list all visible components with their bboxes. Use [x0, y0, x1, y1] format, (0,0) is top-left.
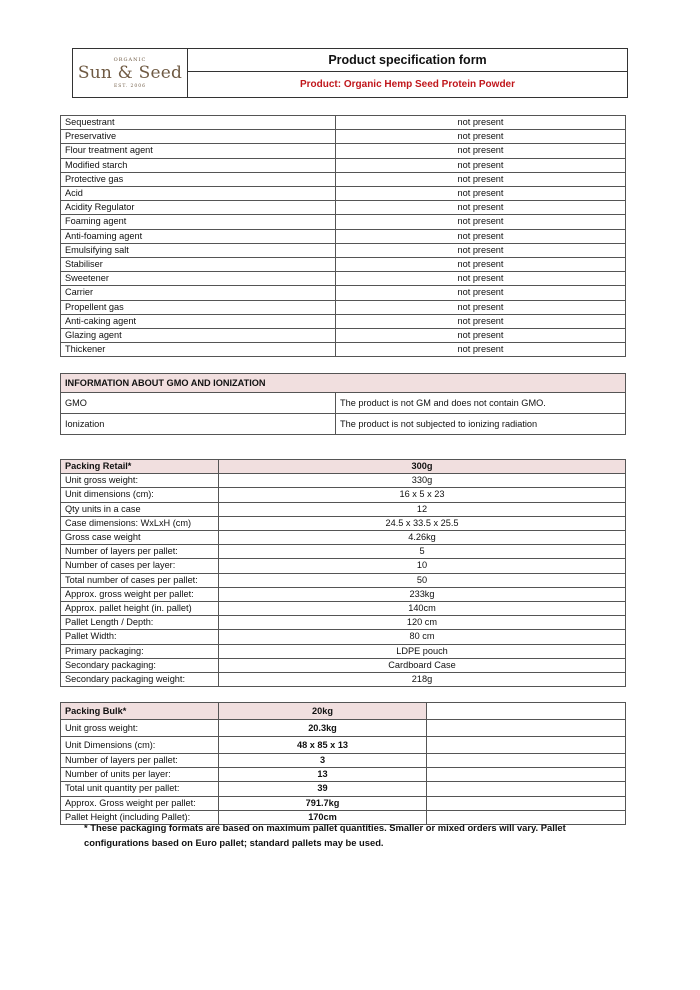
- additive-row-value: not present: [336, 201, 626, 215]
- additive-row-label: Anti-foaming agent: [61, 229, 336, 243]
- additive-row-value: not present: [336, 158, 626, 172]
- retail-row-label: Approx. gross weight per pallet:: [61, 587, 219, 601]
- retail-row-value: 233kg: [219, 587, 626, 601]
- retail-row-label: Pallet Width:: [61, 630, 219, 644]
- logo-wordmark: Sun & Seed: [77, 63, 183, 83]
- additive-row: [61, 187, 626, 201]
- additive-row-label: Preservative: [61, 130, 336, 144]
- retail-heading-row: [61, 460, 626, 474]
- bulk-row-value: 170cm: [219, 810, 427, 824]
- retail-row-value: 140cm: [219, 602, 626, 616]
- additive-row-value: not present: [336, 314, 626, 328]
- retail-row-value: 218g: [219, 673, 626, 687]
- retail-row-value: LDPE pouch: [219, 644, 626, 658]
- packaging-footnote: * These packaging formats are based on maximum pallet quantities. Smaller or mixed orders will vary. Pallet configurations based on Euro pallet; standard pallets may be used.: [84, 822, 566, 848]
- logo-top-text: ORGANIC: [113, 57, 147, 63]
- additive-row-value: not present: [336, 172, 626, 186]
- additive-row-label: Stabiliser: [61, 258, 336, 272]
- additive-row-label: Propellent gas: [61, 300, 336, 314]
- gmo-row-value: The product is not GM and does not contain GMO.: [336, 393, 626, 414]
- gmo-table-heading-row: [61, 374, 626, 393]
- additive-row-label: Sequestrant: [61, 116, 336, 130]
- additive-row-value: not present: [336, 187, 626, 201]
- additive-row: [61, 329, 626, 343]
- bulk-row-value: 48 x 85 x 13: [219, 737, 427, 754]
- additive-row: [61, 116, 626, 130]
- additive-row-label: Foaming agent: [61, 215, 336, 229]
- additive-row-label: Flour treatment agent: [61, 144, 336, 158]
- bulk-row: [61, 796, 626, 810]
- form-title: Product specification form: [188, 49, 627, 72]
- gmo-row-label: GMO: [61, 393, 336, 414]
- bulk-row-empty: [427, 720, 626, 737]
- retail-row: [61, 474, 626, 488]
- additive-row-label: Emulsifying salt: [61, 243, 336, 257]
- retail-row-value: Cardboard Case: [219, 658, 626, 672]
- retail-row: [61, 602, 626, 616]
- retail-row: [61, 531, 626, 545]
- retail-row-value: 10: [219, 559, 626, 573]
- bulk-row: [61, 782, 626, 796]
- additive-row-value: not present: [336, 343, 626, 357]
- additive-row-label: Glazing agent: [61, 329, 336, 343]
- retail-heading-value: 300g: [219, 460, 626, 474]
- document-header: [72, 48, 628, 98]
- retail-row: [61, 644, 626, 658]
- bulk-row-value: 791.7kg: [219, 796, 427, 810]
- bulk-row-label: Pallet Height (including Pallet):: [61, 810, 219, 824]
- additive-row: [61, 243, 626, 257]
- gmo-row: [61, 393, 626, 414]
- retail-row-label: Primary packaging:: [61, 644, 219, 658]
- bulk-row-empty: [427, 782, 626, 796]
- packing-bulk-table: [60, 702, 626, 825]
- additive-row-label: Carrier: [61, 286, 336, 300]
- bulk-row-value: 13: [219, 768, 427, 782]
- additive-row-value: not present: [336, 215, 626, 229]
- bulk-row-value: 3: [219, 754, 427, 768]
- bulk-row-label: Unit gross weight:: [61, 720, 219, 737]
- retail-row-label: Gross case weight: [61, 531, 219, 545]
- retail-heading-label: Packing Retail*: [61, 460, 219, 474]
- retail-row: [61, 502, 626, 516]
- additive-row-value: not present: [336, 329, 626, 343]
- retail-row-label: Pallet Length / Depth:: [61, 616, 219, 630]
- retail-row: [61, 545, 626, 559]
- retail-row: [61, 516, 626, 530]
- additive-row: [61, 215, 626, 229]
- title-block: [188, 49, 627, 97]
- bulk-row-empty: [427, 737, 626, 754]
- retail-row: [61, 587, 626, 601]
- bulk-row: [61, 768, 626, 782]
- additive-row: [61, 314, 626, 328]
- bulk-row-value: 39: [219, 782, 427, 796]
- retail-row-value: 120 cm: [219, 616, 626, 630]
- bulk-row-label: Total unit quantity per pallet:: [61, 782, 219, 796]
- retail-row: [61, 559, 626, 573]
- additive-row-value: not present: [336, 258, 626, 272]
- bulk-row-label: Unit Dimensions (cm):: [61, 737, 219, 754]
- retail-row-label: Case dimensions: WxLxH (cm): [61, 516, 219, 530]
- bulk-row-empty: [427, 796, 626, 810]
- additive-row: [61, 201, 626, 215]
- bulk-heading-label: Packing Bulk*: [61, 703, 219, 720]
- retail-row: [61, 658, 626, 672]
- logo-bottom-text: EST. 2006: [113, 84, 147, 89]
- additive-row-value: not present: [336, 116, 626, 130]
- retail-row: [61, 616, 626, 630]
- retail-row-value: 330g: [219, 474, 626, 488]
- retail-row-label: Unit dimensions (cm):: [61, 488, 219, 502]
- retail-row: [61, 488, 626, 502]
- product-name: Product: Organic Hemp Seed Protein Powder: [299, 79, 516, 90]
- additive-row-label: Protective gas: [61, 172, 336, 186]
- gmo-row-value: The product is not subjected to ionizing radiation: [336, 414, 626, 435]
- retail-row-value: 16 x 5 x 23: [219, 488, 626, 502]
- additive-row-value: not present: [336, 144, 626, 158]
- additive-row: [61, 343, 626, 357]
- additive-row: [61, 258, 626, 272]
- additive-row: [61, 158, 626, 172]
- retail-row-label: Number of cases per layer:: [61, 559, 219, 573]
- additive-row-value: not present: [336, 130, 626, 144]
- retail-row-value: 5: [219, 545, 626, 559]
- retail-row: [61, 630, 626, 644]
- retail-row-value: 50: [219, 573, 626, 587]
- additive-row-label: Sweetener: [61, 272, 336, 286]
- bulk-row-label: Number of units per layer:: [61, 768, 219, 782]
- additive-row: [61, 130, 626, 144]
- retail-row-label: Number of layers per pallet:: [61, 545, 219, 559]
- additive-row-label: Anti-caking agent: [61, 314, 336, 328]
- additive-row-label: Modified starch: [61, 158, 336, 172]
- retail-row-value: 80 cm: [219, 630, 626, 644]
- company-logo: [73, 49, 188, 97]
- gmo-ionization-table: [60, 373, 626, 435]
- bulk-row: [61, 754, 626, 768]
- gmo-row-label: Ionization: [61, 414, 336, 435]
- retail-row-label: Unit gross weight:: [61, 474, 219, 488]
- bulk-row-empty: [427, 768, 626, 782]
- retail-row-label: Approx. pallet height (in. pallet): [61, 602, 219, 616]
- bulk-row-empty: [427, 754, 626, 768]
- bulk-heading-empty: [427, 703, 626, 720]
- gmo-row: [61, 414, 626, 435]
- bulk-row: [61, 720, 626, 737]
- additive-row: [61, 172, 626, 186]
- additive-row-value: not present: [336, 272, 626, 286]
- retail-row-value: 24.5 x 33.5 x 25.5: [219, 516, 626, 530]
- bulk-row-label: Number of layers per pallet:: [61, 754, 219, 768]
- additive-row: [61, 272, 626, 286]
- retail-row-label: Qty units in a case: [61, 502, 219, 516]
- retail-row-label: Total number of cases per pallet:: [61, 573, 219, 587]
- additive-row-value: not present: [336, 300, 626, 314]
- bulk-heading-value: 20kg: [219, 703, 427, 720]
- additive-row-value: not present: [336, 286, 626, 300]
- retail-row-label: Secondary packaging weight:: [61, 673, 219, 687]
- additive-row-value: not present: [336, 243, 626, 257]
- bulk-heading-row: [61, 703, 626, 720]
- retail-row: [61, 573, 626, 587]
- packing-retail-table: [60, 459, 626, 687]
- bulk-row-value: 20.3kg: [219, 720, 427, 737]
- bulk-row-label: Approx. Gross weight per pallet:: [61, 796, 219, 810]
- additive-row-label: Acidity Regulator: [61, 201, 336, 215]
- additive-row-label: Thickener: [61, 343, 336, 357]
- gmo-table-heading: INFORMATION ABOUT GMO AND IONIZATION: [61, 374, 626, 393]
- retail-row-value: 4.26kg: [219, 531, 626, 545]
- retail-row-value: 12: [219, 502, 626, 516]
- retail-row-label: Secondary packaging:: [61, 658, 219, 672]
- bulk-row: [61, 737, 626, 754]
- additive-row: [61, 300, 626, 314]
- additives-table: [60, 115, 626, 357]
- additive-row: [61, 286, 626, 300]
- additive-row-value: not present: [336, 229, 626, 243]
- additive-row-label: Acid: [61, 187, 336, 201]
- additive-row: [61, 144, 626, 158]
- additive-row: [61, 229, 626, 243]
- retail-row: [61, 673, 626, 687]
